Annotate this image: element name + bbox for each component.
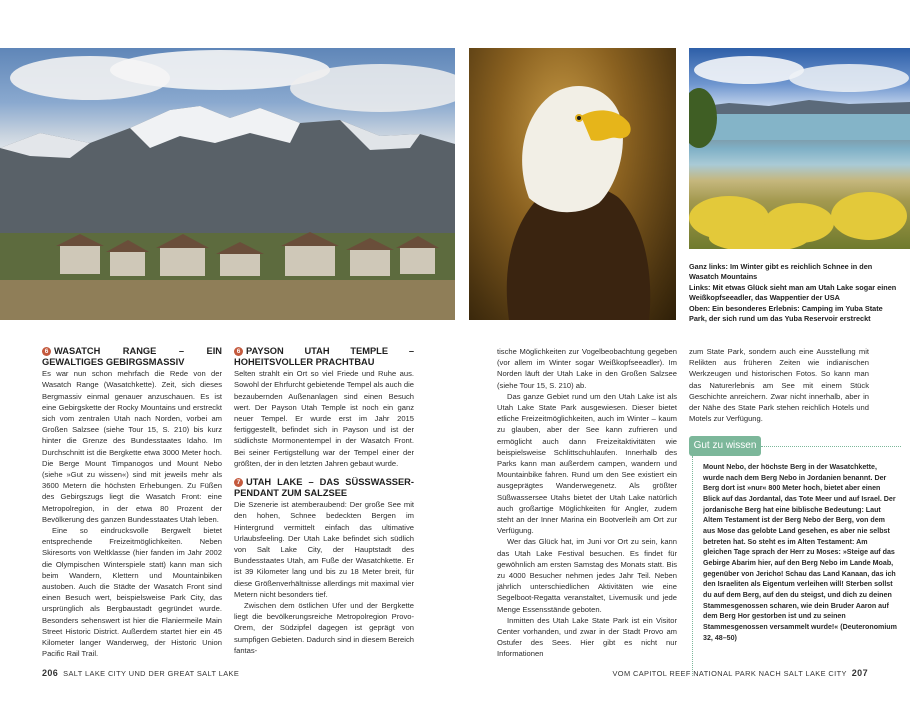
- photo-wasatch-mountains: [0, 48, 455, 320]
- column-2: [234, 346, 414, 656]
- info-box-title: Gut zu wissen: [689, 436, 761, 456]
- running-title: VOM CAPITOL REEF NATIONAL PARK NACH SALT LAKE CITY: [612, 669, 847, 678]
- paragraph: Zwischen dem östlichen Ufer und der Bergkette liegt die bevölkerungsreiche Metropolregion Provo-Orem, der Südzipfel dagegen ist geprägt von sumpfigen Gebieten. Dadurch sind in diesem Bereich fantas-: [234, 601, 414, 655]
- heading-number-badge: 6: [42, 347, 51, 356]
- column-1: [42, 346, 222, 659]
- photo-yuba-state-park: [689, 48, 910, 249]
- caption-line-left: Ganz links: Im Winter gibt es reichlich Schnee in den Wasatch Mountains: [689, 262, 873, 282]
- paragraph: Das ganze Gebiet rund um den Utah Lake ist als Utah Lake State Park ausgewiesen. Dieser bietet etliche Freizeitmöglichkeiten, auch im Winter – kaum zu glauben, aber der See kann zufrieren und ermöglicht auch dann Freizeitaktivitäten wie beispielsweise Schlittschuhlaufen. Innerhalb des Parks kann man außerdem campen, wandern und Mountainbike fahren. Rund um den See existiert ein ausgeprägtes Wanderwegenetz. Als größter Süßwassersee Utahs bietet der Utah Lake natürlich auch großartige Möglichkeiten für Angler, zudem steht an der Inner Marina ein Bootverleih am Ort zur Verfügung.: [497, 391, 677, 536]
- page-number: 207: [851, 668, 868, 678]
- paragraph: Inmitten des Utah Lake State Park ist ein Visitor Center vorhanden, und zwar in der Stadt Provo am Ostufer des Sees. Hier gibt es nicht nur Informationen: [497, 615, 677, 659]
- caption-line-middle: Links: Mit etwas Glück sieht man am Utah Lake sogar einen Weißkopfseeadler, das Wappentier der USA: [689, 282, 897, 303]
- paragraph: Eine so eindrucksvolle Bergwelt bietet entsprechende Freizeitmöglichkeiten. Neben Skiresorts von Weltklasse (hier fanden im Jahr 2002 die Olympischen Winterspiele statt) kann man sich beim Wandern, Klettern und Mountainbiken austoben. Auch die Städte der Wasatch Front sind einen Besuch wert, beispielsweise Park City, das ursprünglich als Bergbaustadt gegründet wurde. Besonders sehenswert ist hier die Flaniermeile Main Street Historic District. Außerdem startet hier ein 45 Kilometer langer Wanderweg, der Historic Union Pacific Rail Trail.: [42, 526, 222, 659]
- heading-text: UTAH LAKE – DAS SÜSSWASSER-PENDANT ZUM SALZSEE: [234, 477, 414, 498]
- footer-left: [42, 668, 239, 678]
- page-number: 206: [42, 668, 59, 678]
- column-3: [497, 346, 677, 660]
- footer-right: [612, 668, 868, 678]
- paragraph: Es war nun schon mehrfach die Rede von der Wasatch Range (Wasatchkette). Zeit, sich dieses Bergmassiv einmal genauer anzuschauen. Es ist eine Gebirgskette der Rocky Mountains und erstreckt sich vom zentralen Utah nach Norden, vorbei am Großen Salzsee (siehe Tour 15, S. 210) bis kurz hinter die Grenze des Bundesstaates Idaho. Im Durchschnitt ist die Bergkette etwa 3000 Meter hoch. Die Berge Mount Timpanogos und Mount Nebo (siehe »Gut zu wissen«) sind mit jeweils mehr als 3600 Metern die höchsten Erhebungen. Zu Füßen des Gebirgszugs liegt die Wasatch Front: eine Metropolregion, in der etwa 80 Prozent der Bevölkerung des ganzen Bundesstaates Utah leben.: [42, 369, 222, 524]
- photo-bald-eagle: [469, 48, 676, 320]
- photo-caption: [689, 262, 899, 324]
- heading-number-badge: 7: [234, 478, 243, 487]
- divider: [761, 446, 901, 447]
- running-title: SALT LAKE CITY UND DER GREAT SALT LAKE: [63, 669, 240, 678]
- heading-utah-lake: [234, 477, 414, 498]
- divider: [692, 456, 693, 676]
- paragraph: Selten strahlt ein Ort so viel Friede und Ruhe aus. Sowohl der Ehrfurcht gebietende Tempel als auch die bezaubernden Außenanlagen sind einen Besuch wert. Der Payson Utah Temple ist noch ein ganz neuer Tempel. Er wurde erst im Jahr 2015 fertiggestellt, befindet sich in Payson und ist der südlichste Mormonentempel in der Wasatch Front. Bei seiner Fertigstellung war der Tempel einer der größten, der in den letzten Jahren gebaut wurde.: [234, 369, 414, 468]
- paragraph: Wer das Glück hat, im Juni vor Ort zu sein, kann das Utah Lake Festival besuchen. Es findet für gewöhnlich am ersten Samstag des Monats statt. Bis zu 4000 Besucher nehmen jedes Jahr Teil. Neben jährlich unterschiedlichen Aktivitäten wie eine Segelboot-Regatta veranstaltet, Livemusik und jede Menge Essensstände geboten.: [497, 537, 677, 614]
- heading-number-badge: 6: [234, 347, 243, 356]
- heading-wasatch-range: [42, 346, 222, 367]
- info-box-text: Mount Nebo, der höchste Berg in der Wasatchkette, wurde nach dem Berg Nebo in Jordanien benannt. Der Berg dort ist »nur« 800 Meter hoch, bietet aber einen Blick auf das Jordantal, das Tote Meer und auf Israel. Der jordanische Berg hat eine biblische Bedeutung: Laut Altem Testament ist der Berg Nebo der Berg, von dem aus Mose das gelobte Land gesehen, es aber nie selbst betreten hat. So steht es im Alten Testament: Am gleichen Tage sprach der Herr zu Moses: »Steige auf das Gebirge Abarim hier, auf den Berg Nebo im Lande Moab, gegenüber von Jericho! Schau das Land Kanaan, das ich den Israeliten als Eigentum verleihen will! Sterben sollst du auf dem Berg, auf den du steigst, und dich zu deinen Stammesgenossen scharen, wie dein Bruder Aaron auf dem Berg Hor gestorben ist und zu seinen Stammesgenossen versammelt wurde!« (Deuteronomium 32, 48–50): [703, 463, 897, 642]
- paragraph: Die Szenerie ist atemberaubend: Der große See mit den hohen, Schnee bedeckten Bergen im Hintergrund vermittelt einfach das ultimative Urlaubsfeeling. Der Utah Lake befindet sich südlich von Salt Lake City, der Hauptstadt des Bundesstaates Utah, am Fuße der Wasatchkette. Er ist 39 Kilometer lang und bis zu 18 Meter breit, für diese Größenverhältnisse allerdings mit maximal vier Metern nicht besonders tief.: [234, 500, 414, 599]
- heading-payson-temple: [234, 346, 414, 367]
- info-box-gut-zu-wissen: [689, 436, 901, 676]
- paragraph: zum State Park, sondern auch eine Ausstellung mit Relikten aus früheren Zeiten wie indianischen Werkzeugen und historischen Fotos. So kann man das Naturerlebnis am See mit einem Stück Geschichte anreichern. Zwar nicht innerhalb, aber in der Nähe des State Park stehen reichlich Hotels und Motels zur Verfügung.: [689, 347, 869, 424]
- column-4: [689, 346, 869, 424]
- heading-text: WASATCH RANGE – EIN GEWALTIGES GEBIRGSMASSIV: [42, 346, 222, 367]
- caption-line-top: Oben: Ein besonderes Erlebnis: Camping im Yuba State Park, der sich rund um das Yuba Reservoir erstreckt: [689, 303, 883, 324]
- paragraph: tische Möglichkeiten zur Vogelbeobachtung gegeben (vor allem im Winter sogar Weißkopfseeadler). Im Norden läuft der Utah Lake in den Großen Salzsee (siehe Tour 15, S. 210) ab.: [497, 347, 677, 390]
- heading-text: PAYSON UTAH TEMPLE – HOHEITSVOLLER PRACHTBAU: [234, 346, 414, 367]
